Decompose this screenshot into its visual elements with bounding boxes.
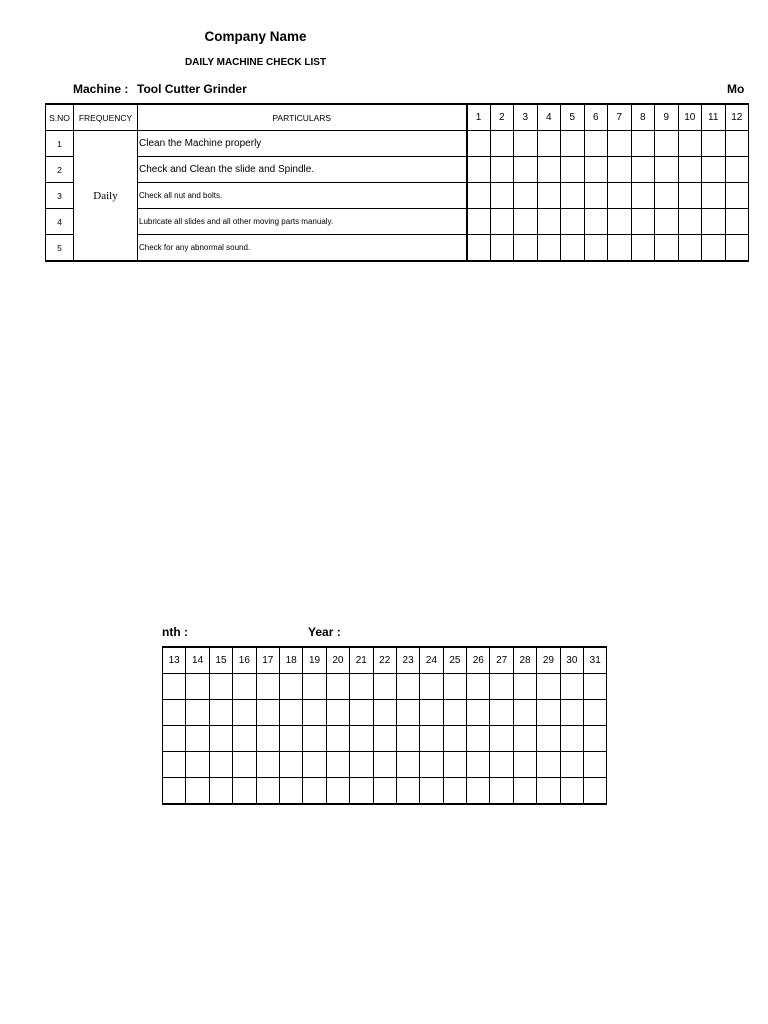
check-cell[interactable] (490, 700, 513, 726)
check-cell[interactable] (186, 752, 209, 778)
check-cell[interactable] (326, 778, 349, 805)
check-cell[interactable] (608, 209, 632, 235)
check-cell[interactable] (350, 674, 373, 700)
check-cell[interactable] (631, 209, 655, 235)
table-row (46, 235, 749, 262)
check-cell[interactable] (303, 752, 326, 778)
check-cell[interactable] (467, 131, 491, 157)
check-cell[interactable] (584, 726, 607, 752)
table-row (163, 726, 607, 752)
day-header: 25 (443, 647, 466, 674)
check-cell[interactable] (513, 778, 536, 805)
check-cell[interactable] (513, 700, 536, 726)
check-cell[interactable] (655, 183, 679, 209)
frequency-cell: Daily (74, 131, 138, 262)
check-cell[interactable] (584, 700, 607, 726)
check-cell[interactable] (163, 752, 186, 778)
day-header: 3 (514, 104, 538, 131)
table-row (46, 183, 749, 209)
check-cell[interactable] (560, 700, 583, 726)
check-cell[interactable] (584, 778, 607, 805)
check-cell[interactable] (186, 778, 209, 805)
check-cell[interactable] (561, 235, 585, 262)
day-header: 12 (725, 104, 749, 131)
check-cell[interactable] (467, 674, 490, 700)
check-cell[interactable] (631, 131, 655, 157)
check-cell[interactable] (467, 700, 490, 726)
check-cell[interactable] (725, 235, 749, 262)
check-cell[interactable] (584, 209, 608, 235)
check-cell[interactable] (702, 157, 726, 183)
check-cell[interactable] (655, 235, 679, 262)
check-cell[interactable] (279, 674, 302, 700)
check-cell[interactable] (725, 209, 749, 235)
check-cell[interactable] (513, 674, 536, 700)
day-header: 29 (537, 647, 560, 674)
check-cell[interactable] (396, 752, 419, 778)
check-cell[interactable] (584, 674, 607, 700)
check-cell[interactable] (233, 778, 256, 805)
day-header: 8 (631, 104, 655, 131)
row-particular: Check and Clean the slide and Spindle. (138, 157, 467, 183)
check-cell[interactable] (537, 183, 561, 209)
header-sno: S.NO (46, 104, 74, 131)
company-name: Company Name (204, 29, 307, 44)
day-header: 18 (279, 647, 302, 674)
day-header: 10 (678, 104, 702, 131)
check-cell[interactable] (537, 157, 561, 183)
day-header: 7 (608, 104, 632, 131)
check-cell[interactable] (537, 778, 560, 805)
check-cell[interactable] (608, 183, 632, 209)
check-cell[interactable] (443, 778, 466, 805)
check-cell[interactable] (303, 700, 326, 726)
day-header: 2 (490, 104, 514, 131)
row-sno: 1 (46, 131, 74, 157)
check-cell[interactable] (560, 752, 583, 778)
check-cell[interactable] (490, 778, 513, 805)
table-row (163, 700, 607, 726)
check-cell[interactable] (584, 752, 607, 778)
check-cell[interactable] (186, 700, 209, 726)
year-label: Year : (308, 625, 341, 639)
day-header: 11 (702, 104, 726, 131)
document-title: DAILY MACHINE CHECK LIST (184, 57, 327, 68)
check-cell[interactable] (186, 674, 209, 700)
row-sno: 5 (46, 235, 74, 262)
row-particular: Clean the Machine properly (138, 131, 467, 157)
check-cell[interactable] (490, 131, 514, 157)
machine-value: Tool Cutter Grinder (137, 82, 247, 96)
check-cell[interactable] (513, 752, 536, 778)
check-cell[interactable] (186, 726, 209, 752)
table-header-row (46, 104, 749, 131)
check-cell[interactable] (537, 131, 561, 157)
check-cell[interactable] (702, 235, 726, 262)
check-cell[interactable] (209, 726, 232, 752)
check-cell[interactable] (303, 674, 326, 700)
row-particular: Lubricate all slides and all other moving parts manualy. (138, 209, 467, 235)
check-cell[interactable] (655, 131, 679, 157)
check-cell[interactable] (725, 157, 749, 183)
check-cell[interactable] (396, 700, 419, 726)
table-row (46, 209, 749, 235)
check-cell[interactable] (350, 752, 373, 778)
check-cell[interactable] (303, 778, 326, 805)
check-cell[interactable] (233, 674, 256, 700)
check-cell[interactable] (420, 752, 443, 778)
check-cell[interactable] (631, 157, 655, 183)
table-row (163, 752, 607, 778)
check-cell[interactable] (560, 726, 583, 752)
check-cell[interactable] (467, 209, 491, 235)
check-cell[interactable] (209, 752, 232, 778)
check-cell[interactable] (584, 157, 608, 183)
check-cell[interactable] (256, 778, 279, 805)
check-cell[interactable] (233, 726, 256, 752)
check-cell[interactable] (584, 183, 608, 209)
check-cell[interactable] (537, 674, 560, 700)
table-row (163, 674, 607, 700)
check-cell[interactable] (561, 131, 585, 157)
table-header-row (163, 647, 607, 674)
month-label-partial: Mo (727, 82, 745, 96)
day-header: 6 (584, 104, 608, 131)
check-cell[interactable] (678, 209, 702, 235)
check-cell[interactable] (256, 726, 279, 752)
check-cell[interactable] (560, 674, 583, 700)
check-cell[interactable] (326, 726, 349, 752)
check-cell[interactable] (608, 235, 632, 262)
check-cell[interactable] (163, 778, 186, 805)
check-cell[interactable] (163, 700, 186, 726)
check-cell[interactable] (396, 778, 419, 805)
day-header: 5 (561, 104, 585, 131)
check-cell[interactable] (326, 752, 349, 778)
machine-label: Machine : (73, 82, 129, 96)
day-header: 16 (233, 647, 256, 674)
check-cell[interactable] (678, 157, 702, 183)
check-cell[interactable] (326, 674, 349, 700)
check-cell[interactable] (514, 209, 538, 235)
row-sno: 2 (46, 157, 74, 183)
check-cell[interactable] (420, 726, 443, 752)
check-cell[interactable] (443, 700, 466, 726)
check-cell[interactable] (350, 726, 373, 752)
header-frequency: FREQUENCY (74, 104, 138, 131)
checklist-table (45, 103, 749, 262)
check-cell[interactable] (396, 726, 419, 752)
day-header: 19 (303, 647, 326, 674)
check-cell[interactable] (373, 752, 396, 778)
table-row (46, 157, 749, 183)
check-cell[interactable] (467, 183, 491, 209)
check-cell[interactable] (420, 674, 443, 700)
check-cell[interactable] (490, 235, 514, 262)
day-header: 28 (513, 647, 536, 674)
check-cell[interactable] (443, 674, 466, 700)
check-cell[interactable] (561, 209, 585, 235)
check-cell[interactable] (702, 183, 726, 209)
row-particular: Check all nut and bolts. (138, 183, 467, 209)
check-cell[interactable] (725, 131, 749, 157)
check-cell[interactable] (702, 209, 726, 235)
table-row (163, 778, 607, 805)
row-sno: 3 (46, 183, 74, 209)
check-cell[interactable] (420, 778, 443, 805)
check-cell[interactable] (233, 752, 256, 778)
day-header: 24 (420, 647, 443, 674)
check-cell[interactable] (490, 726, 513, 752)
check-cell[interactable] (490, 674, 513, 700)
check-cell[interactable] (396, 674, 419, 700)
check-cell[interactable] (420, 700, 443, 726)
check-cell[interactable] (467, 157, 491, 183)
check-cell[interactable] (584, 235, 608, 262)
check-cell[interactable] (490, 752, 513, 778)
check-cell[interactable] (513, 726, 536, 752)
check-cell[interactable] (678, 183, 702, 209)
check-cell[interactable] (560, 778, 583, 805)
check-cell[interactable] (279, 752, 302, 778)
check-cell[interactable] (326, 700, 349, 726)
check-cell[interactable] (209, 778, 232, 805)
check-cell[interactable] (537, 726, 560, 752)
row-particular: Check for any abnormal sound. (138, 235, 467, 262)
check-cell[interactable] (467, 235, 491, 262)
check-cell[interactable] (490, 157, 514, 183)
day-header: 23 (396, 647, 419, 674)
check-cell[interactable] (209, 674, 232, 700)
check-cell[interactable] (678, 131, 702, 157)
check-cell[interactable] (256, 700, 279, 726)
row-sno: 4 (46, 209, 74, 235)
check-cell[interactable] (279, 778, 302, 805)
check-cell[interactable] (725, 183, 749, 209)
check-cell[interactable] (373, 674, 396, 700)
day-header: 22 (373, 647, 396, 674)
check-cell[interactable] (631, 183, 655, 209)
check-cell[interactable] (655, 209, 679, 235)
day-header: 13 (163, 647, 186, 674)
check-cell[interactable] (467, 778, 490, 805)
check-cell[interactable] (514, 183, 538, 209)
check-cell[interactable] (279, 700, 302, 726)
day-header: 15 (209, 647, 232, 674)
check-cell[interactable] (678, 235, 702, 262)
check-cell[interactable] (608, 157, 632, 183)
check-cell[interactable] (373, 726, 396, 752)
day-header: 1 (467, 104, 491, 131)
check-cell[interactable] (608, 131, 632, 157)
check-cell[interactable] (443, 726, 466, 752)
check-cell[interactable] (350, 778, 373, 805)
header-particulars: PARTICULARS (138, 104, 467, 131)
check-cell[interactable] (514, 235, 538, 262)
check-cell[interactable] (514, 131, 538, 157)
day-header: 4 (537, 104, 561, 131)
check-cell[interactable] (584, 131, 608, 157)
check-cell[interactable] (163, 726, 186, 752)
check-cell[interactable] (256, 752, 279, 778)
check-cell[interactable] (256, 674, 279, 700)
checklist-table-continued (162, 646, 607, 805)
day-header: 14 (186, 647, 209, 674)
check-cell[interactable] (537, 700, 560, 726)
check-cell[interactable] (537, 235, 561, 262)
check-cell[interactable] (467, 752, 490, 778)
check-cell[interactable] (561, 183, 585, 209)
day-header: 20 (326, 647, 349, 674)
day-header: 31 (584, 647, 607, 674)
check-cell[interactable] (373, 700, 396, 726)
day-header: 9 (655, 104, 679, 131)
day-header: 26 (467, 647, 490, 674)
check-cell[interactable] (467, 726, 490, 752)
table-row (46, 131, 749, 157)
day-header: 30 (560, 647, 583, 674)
check-cell[interactable] (537, 752, 560, 778)
check-cell[interactable] (303, 726, 326, 752)
check-cell[interactable] (209, 700, 232, 726)
check-cell[interactable] (350, 700, 373, 726)
check-cell[interactable] (631, 235, 655, 262)
day-header: 27 (490, 647, 513, 674)
day-header: 21 (350, 647, 373, 674)
check-cell[interactable] (163, 674, 186, 700)
check-cell[interactable] (537, 209, 561, 235)
check-cell[interactable] (702, 131, 726, 157)
check-cell[interactable] (233, 700, 256, 726)
check-cell[interactable] (561, 157, 585, 183)
check-cell[interactable] (373, 778, 396, 805)
check-cell[interactable] (490, 209, 514, 235)
check-cell[interactable] (279, 726, 302, 752)
check-cell[interactable] (443, 752, 466, 778)
check-cell[interactable] (514, 157, 538, 183)
month-label-continued: nth : (162, 625, 188, 639)
check-cell[interactable] (490, 183, 514, 209)
check-cell[interactable] (655, 157, 679, 183)
day-header: 17 (256, 647, 279, 674)
